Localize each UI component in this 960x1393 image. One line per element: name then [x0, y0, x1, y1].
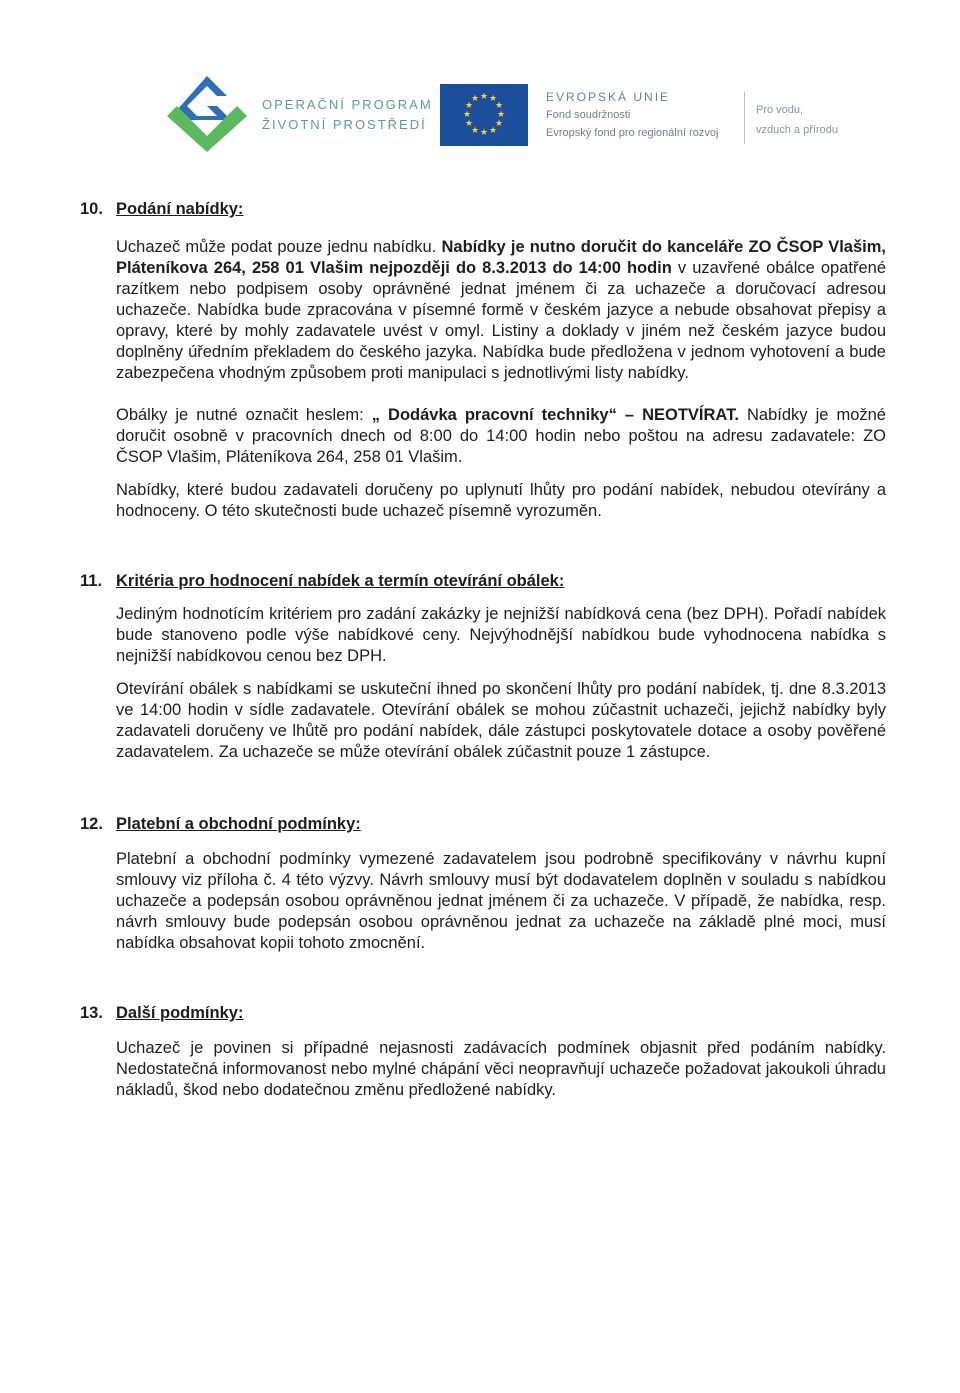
- svg-text:★: ★: [479, 128, 489, 138]
- paragraph: Uchazeč je povinen si případné nejasnosti zadávacích podmínek objasnit před podáním nabídky. Nedostatečná informovanost nebo mylné chápání věci neopravňují uchazeče požadovat jakoukoli úhradu nákladů, škod nebo dodatečnou změnu předložené nabídky.: [116, 1039, 886, 1099]
- paragraph: Nabídky, které budou zadavateli doručeny po uplynutí lhůty pro podání nabídek, nebudou otevírány a hodnoceny. O této skutečnosti bude uchazeč písemně vyrozuměn.: [116, 481, 886, 520]
- svg-text:★: ★: [470, 126, 480, 136]
- section-heading: [80, 1002, 886, 1024]
- text-span: Uchazeč může podat pouze jednu nabídku.: [116, 238, 442, 256]
- section-number: 13.: [80, 1004, 103, 1022]
- svg-text:★: ★: [488, 126, 498, 136]
- paragraph: Otevírání obálek s nabídkami se uskuteční ihned po skončení lhůty pro podání nabídek, tj. dne 8.3.2013 ve 14:00 hodin v sídle zadavatele. Otevírání obálek se mohou zúčastnit uchazeči, jejichž nabídky byly zadavateli doručeny ve lhůtě pro podání nabídek, dále zástupci poskytovatele dotace a osoby pověřené zadavatelem. Za uchazeče se může otevírání obálek zúčastnit pouze 1 zástupce.: [116, 680, 886, 761]
- section-title: Podání nabídky:: [116, 200, 244, 218]
- section-number: 10.: [80, 200, 103, 218]
- eu-title: EVROPSKÁ UNIE: [546, 90, 671, 104]
- svg-text:★: ★: [464, 119, 474, 129]
- document-header: [0, 0, 960, 170]
- slogan-line-1: Pro vodu,: [756, 104, 804, 116]
- section-number: 11.: [80, 572, 103, 590]
- eu-logo-text: [546, 88, 718, 142]
- section-title: Kritéria pro hodnocení nabídek a termín otevírání obálek:: [116, 572, 565, 590]
- svg-text:★: ★: [488, 94, 498, 104]
- section-heading: [80, 813, 886, 835]
- section-title: Další podmínky:: [116, 1004, 244, 1022]
- section-heading: [80, 570, 886, 592]
- text-span: Obálky je nutné označit heslem:: [116, 406, 372, 424]
- eu-fund-2: Evropský fond pro regionální rozvoj: [546, 127, 719, 139]
- slogan-line-2: vzduch a přírodu: [756, 124, 838, 136]
- svg-text:★: ★: [470, 94, 480, 104]
- paragraph: [116, 237, 886, 384]
- svg-text:★: ★: [479, 92, 489, 102]
- svg-text:★: ★: [494, 119, 504, 129]
- document-body: [80, 198, 886, 1101]
- bold-text: Nabídky je nutno doručit do kanceláře ZO ČSOP Vlašim, Pláteníkova 264, 258 01 Vlašim nejpozději do 8.3.2013 do 14:00 hodin: [116, 238, 887, 277]
- op-logo-text: [262, 95, 433, 135]
- slogan: [756, 100, 838, 140]
- op-line-1: OPERAČNÍ PROGRAM: [262, 97, 433, 112]
- section-heading: [80, 198, 886, 220]
- section-number: 12.: [80, 815, 103, 833]
- paragraph: [116, 405, 886, 468]
- header-divider: [744, 92, 745, 144]
- paragraph: Platební a obchodní podmínky vymezené zadavatelem jsou podrobně specifikovány v návrhu kupní smlouvy viz příloha č. 4 této výzvy. Návrh smlouvy musí být dodavatelem doplněn v souladu s nabídkou uchazeče a podepsán osobou oprávněnou jednat jménem či za uchazeče. V případě, že nabídka, resp. návrh smlouvy bude podepsán osobou oprávněnou jednat za uchazeče na základě plné moci, musí nabídka obsahovat kopii tohoto zmocnění.: [116, 850, 886, 952]
- section-13: [80, 1002, 886, 1101]
- section-10: [80, 198, 886, 522]
- paragraph: Jediným hodnotícím kritériem pro zadání zakázky je nejnižší nabídková cena (bez DPH). Pořadí nabídek bude stanoveno podle výše nabídkové ceny. Nejvýhodnější nabídkou bude vyhodnocena nabídka s nejnižší nabídkovou cenou bez DPH.: [116, 605, 886, 665]
- svg-text:★: ★: [462, 110, 472, 120]
- op-zivotni-prostredi-logo: [165, 74, 249, 152]
- section-11: [80, 570, 886, 763]
- op-line-2: ŽIVOTNÍ PROSTŘEDÍ: [262, 117, 427, 132]
- section-title: Platební a obchodní podmínky:: [116, 815, 361, 833]
- bold-text: „ Dodávka pracovní techniky“ – NEOTVÍRAT.: [371, 406, 739, 424]
- eu-fund-1: Fond soudržnosti: [546, 109, 631, 121]
- svg-text:★: ★: [496, 110, 506, 120]
- section-12: [80, 813, 886, 954]
- text-span: v uzavřené obálce opatřené razítkem nebo podpisem osoby oprávněné jednat jménem či za uchazeče a doručovací adresou uchazeče. Nabídka bude zpracována v písemné formě v českém jazyce a nebude obsahovat přepisy a opravy, které by mohly zadavatele uvést v omyl. Listiny a doklady v jiném než českém jazyce budou doplněny úředním překladem do českého jazyka. Nabídka bude předložena v jednom vyhotovení a bude zabezpečena vhodným způsobem proti manipulaci s jednotlivými listy nabídky.: [116, 259, 886, 382]
- text-span: Nabídky je možné doručit osobně v pracovních dnech od 8:00 do 14:00 hodin nebo poštou na adresu zadavatele: ZO ČSOP Vlašim, Pláteníkova 264, 258 01 Vlašim.: [116, 406, 886, 466]
- svg-text:★: ★: [494, 101, 504, 111]
- eu-flag-icon: [440, 84, 528, 146]
- svg-text:★: ★: [464, 101, 474, 111]
